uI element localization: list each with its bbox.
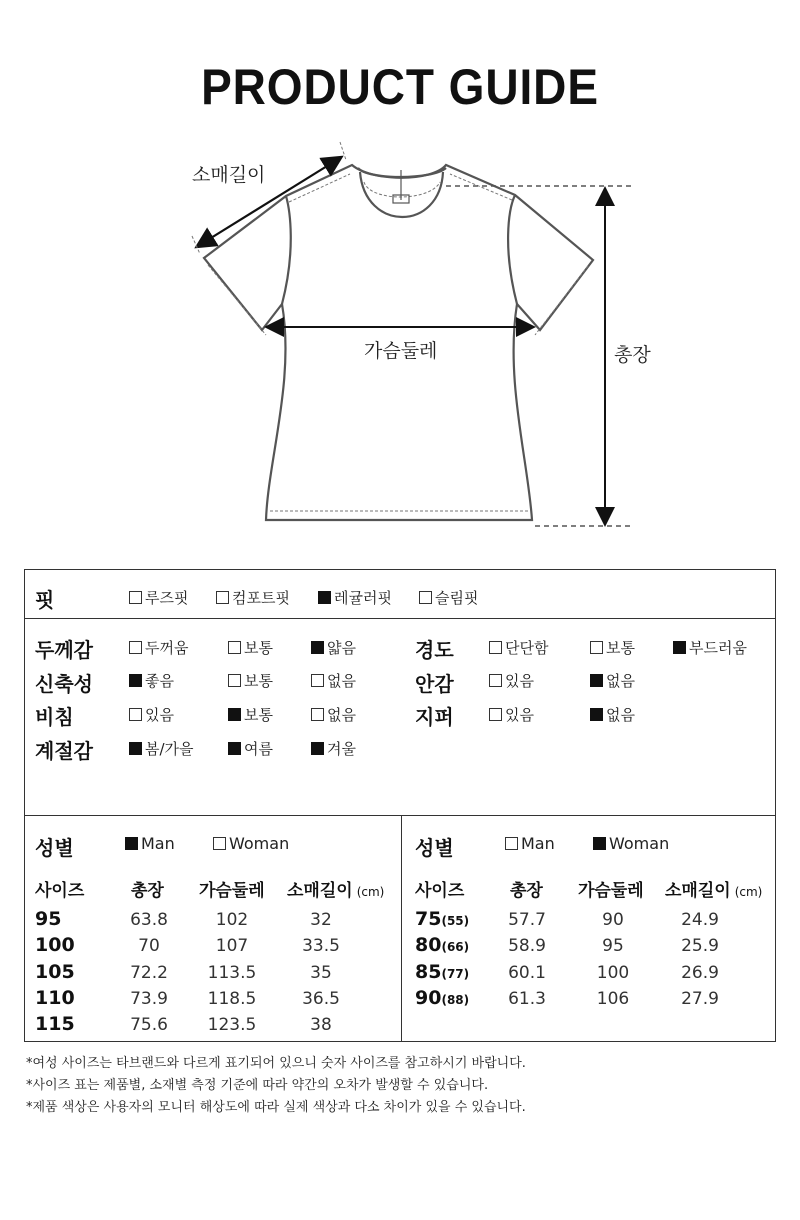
checkbox-icon	[419, 591, 432, 604]
checkbox-checked-icon	[318, 591, 331, 604]
sheer-label: 비침	[35, 705, 74, 729]
table-cell: 72.2	[130, 963, 168, 983]
fit-option-comfort: 컴포트핏	[216, 587, 290, 608]
divider	[401, 816, 402, 1041]
men-header-length: 총장	[131, 881, 164, 901]
hardness-option: 보통	[590, 637, 635, 658]
table-row-size: 110	[35, 987, 75, 1009]
sheer-option: 있음	[129, 704, 174, 725]
table-cell: 35	[310, 963, 332, 983]
sheer-option: 없음	[311, 704, 356, 725]
table-row-size: 85(77)	[415, 961, 470, 983]
table-cell: 57.7	[508, 910, 546, 930]
note-line: *사이즈 표는 제품별, 소재별 측정 기준에 따라 약간의 오차가 발생할 수 있습니다.	[26, 1078, 489, 1093]
season-option-selected: 봄/가을	[129, 738, 194, 759]
zipper-label: 지퍼	[415, 705, 454, 729]
table-cell: 106	[596, 989, 630, 1009]
table-cell: 70	[138, 936, 160, 956]
notes	[26, 1053, 526, 1119]
women-header-size: 사이즈	[415, 881, 465, 901]
fit-label: 핏	[35, 588, 55, 612]
season-label: 계절감	[35, 739, 93, 763]
thickness-label: 두께감	[35, 638, 93, 662]
table-cell: 27.9	[681, 989, 719, 1009]
table-cell: 60.1	[508, 963, 546, 983]
page-title: PRODUCT GUIDE	[201, 59, 599, 115]
total-length-label: 총장	[614, 344, 651, 366]
table-cell: 90	[602, 910, 624, 930]
table-cell: 33.5	[302, 936, 340, 956]
checkbox-icon	[129, 591, 142, 604]
table-cell: 32	[310, 910, 332, 930]
season-option-selected: 겨울	[311, 738, 356, 759]
table-cell: 36.5	[302, 989, 340, 1009]
table-cell: 113.5	[207, 963, 257, 983]
sleeve-length-label: 소매길이	[192, 164, 266, 186]
table-cell: 38	[310, 1015, 332, 1035]
hardness-option-selected: 부드러움	[673, 637, 747, 658]
table-cell: 107	[215, 936, 249, 956]
women-header-chest: 가슴둘레	[578, 881, 644, 901]
divider	[25, 815, 775, 816]
women-gender-man: Man	[505, 834, 555, 853]
women-gender-label: 성별	[415, 836, 454, 860]
hardness-label: 경도	[415, 638, 454, 662]
table-row-size: 95	[35, 908, 62, 930]
table-cell: 123.5	[207, 1015, 257, 1035]
table-cell: 63.8	[130, 910, 168, 930]
thickness-option: 두꺼움	[129, 637, 188, 658]
hardness-option: 단단함	[489, 637, 548, 658]
table-cell: 25.9	[681, 936, 719, 956]
chest-label: 가슴둘레	[364, 340, 438, 362]
stretch-option-selected: 좋음	[129, 670, 174, 691]
thickness-option-selected: 얇음	[311, 637, 356, 658]
men-gender-man: Man	[125, 834, 175, 853]
table-row-size: 75(55)	[415, 908, 470, 930]
stretch-label: 신축성	[35, 672, 93, 696]
stretch-option: 없음	[311, 670, 356, 691]
men-header-chest: 가슴둘레	[199, 881, 265, 901]
table-cell: 118.5	[207, 989, 257, 1009]
women-header-length: 총장	[510, 881, 543, 901]
tshirt-diagram	[0, 130, 800, 540]
table-cell: 100	[596, 963, 630, 983]
zipper-option-selected: 없음	[590, 704, 635, 725]
table-cell: 61.3	[508, 989, 546, 1009]
men-gender-label: 성별	[35, 836, 74, 860]
lining-label: 안감	[415, 672, 454, 696]
fit-option-loose: 루즈핏	[129, 587, 188, 608]
checkbox-icon	[216, 591, 229, 604]
fit-option-regular: 레귤러핏	[318, 587, 392, 608]
note-line: *여성 사이즈는 타브랜드와 다르게 표기되어 있으니 숫자 사이즈를 참고하시기 바랍니다.	[26, 1056, 526, 1071]
men-header-sleeve: 소매길이 (cm)	[287, 881, 385, 901]
table-cell: 73.9	[130, 989, 168, 1009]
fit-option-slim: 슬림핏	[419, 587, 478, 608]
table-row-size: 115	[35, 1013, 75, 1035]
table-row-size: 80(66)	[415, 934, 470, 956]
table-cell: 75.6	[130, 1015, 168, 1035]
table-row-size: 105	[35, 961, 75, 983]
season-option-selected: 여름	[228, 738, 273, 759]
women-gender-woman: Woman	[593, 834, 669, 853]
zipper-option: 있음	[489, 704, 534, 725]
stretch-option: 보통	[228, 670, 273, 691]
men-gender-woman: Woman	[213, 834, 289, 853]
note-line: *제품 색상은 사용자의 모니터 해상도에 따라 실제 색상과 다소 차이가 있을 수 있습니다.	[26, 1100, 526, 1115]
lining-option-selected: 없음	[590, 670, 635, 691]
sheer-option-selected: 보통	[228, 704, 273, 725]
table-cell: 102	[215, 910, 249, 930]
table-cell: 24.9	[681, 910, 719, 930]
men-header-size: 사이즈	[35, 881, 85, 901]
table-row-size: 90(88)	[415, 987, 470, 1009]
lining-option: 있음	[489, 670, 534, 691]
women-header-sleeve: 소매길이 (cm)	[665, 881, 763, 901]
table-cell: 95	[602, 936, 624, 956]
table-cell: 58.9	[508, 936, 546, 956]
spec-table	[24, 569, 776, 1042]
table-row-size: 100	[35, 934, 75, 956]
divider	[25, 618, 775, 619]
thickness-option: 보통	[228, 637, 273, 658]
table-cell: 26.9	[681, 963, 719, 983]
